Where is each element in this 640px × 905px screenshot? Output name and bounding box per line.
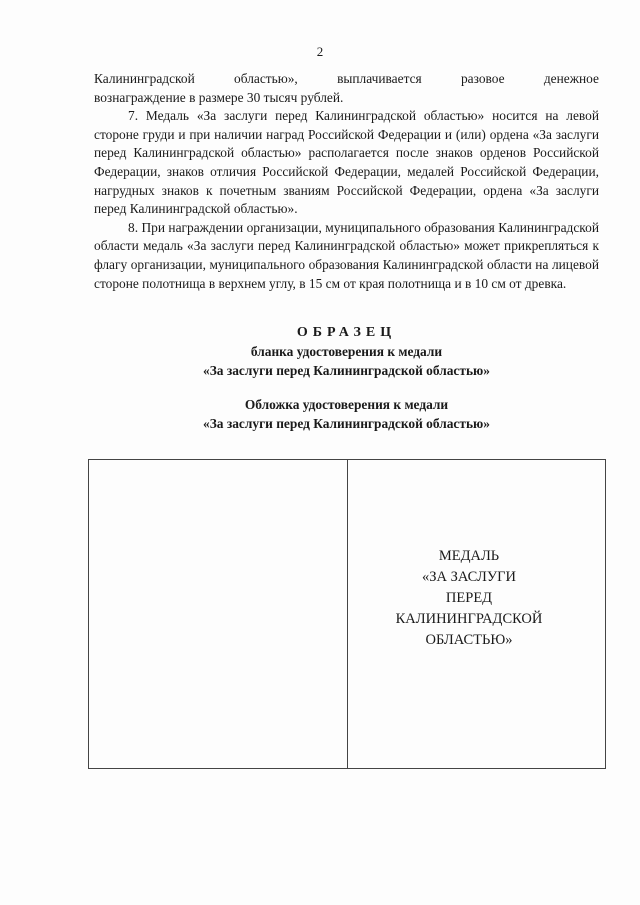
sample-heading: ОБРАЗЕЦ (296, 325, 397, 340)
p1-word: разовое (460, 71, 505, 86)
cover-title-line-2: «За заслуги перед Калининградской областью» (203, 416, 490, 431)
cover-title-line-1: Обложка удостоверения к медали (244, 397, 449, 412)
paragraph-6-continuation (94, 70, 599, 89)
body-text (94, 70, 599, 293)
cover-text-line: МЕДАЛЬ (438, 548, 500, 564)
sample-subtitle-line-1: бланка удостоверения к медали (250, 344, 443, 359)
cover-fold-divider (347, 460, 348, 768)
page-number: 2 (316, 44, 324, 59)
cover-right-panel-text (369, 546, 569, 651)
p1-word: денежное (543, 71, 599, 86)
p1-word: областью», (234, 71, 298, 86)
paragraph-7: 7. Медаль «За заслуги перед Калининградской областью» носится на левой стороне груди и при наличии наград Российской Федерации и (или) ордена «За заслуги перед Калининградской областью» располагается после знаков орденов Российской Федерации, знаков отличия Российской Федерации, медалей Российской Федерации, нагрудных знаков к почетным званиям Российской Федерации, ордена «За заслуги перед Калининградской областью». (94, 108, 599, 217)
cover-text-line: ПЕРЕД (445, 590, 493, 606)
paragraph-6-last-line: вознаграждение в размере 30 тысяч рублей. (94, 89, 344, 105)
cover-text-line: ОБЛАСТЬЮ» (425, 632, 513, 648)
p1-word: выплачивается (337, 71, 422, 86)
certificate-cover-sample (88, 459, 606, 769)
sample-subtitle-line-2: «За заслуги перед Калининградской областью» (203, 363, 490, 378)
p1-word: Калининградской (94, 71, 195, 86)
cover-text-line: «ЗА ЗАСЛУГИ (422, 569, 516, 585)
paragraph-8: 8. При награждении организации, муниципального образования Калининградской области медаль «За заслуги перед Калининградской областью» может прикрепляться к флагу организации, муниципального образования Калининградской области на лицевой стороне полотнища в верхнем углу, в 15 см от края полотнища и в 10 см от древка. (94, 219, 599, 291)
cover-text-line: КАЛИНИНГРАДСКОЙ (395, 611, 543, 627)
